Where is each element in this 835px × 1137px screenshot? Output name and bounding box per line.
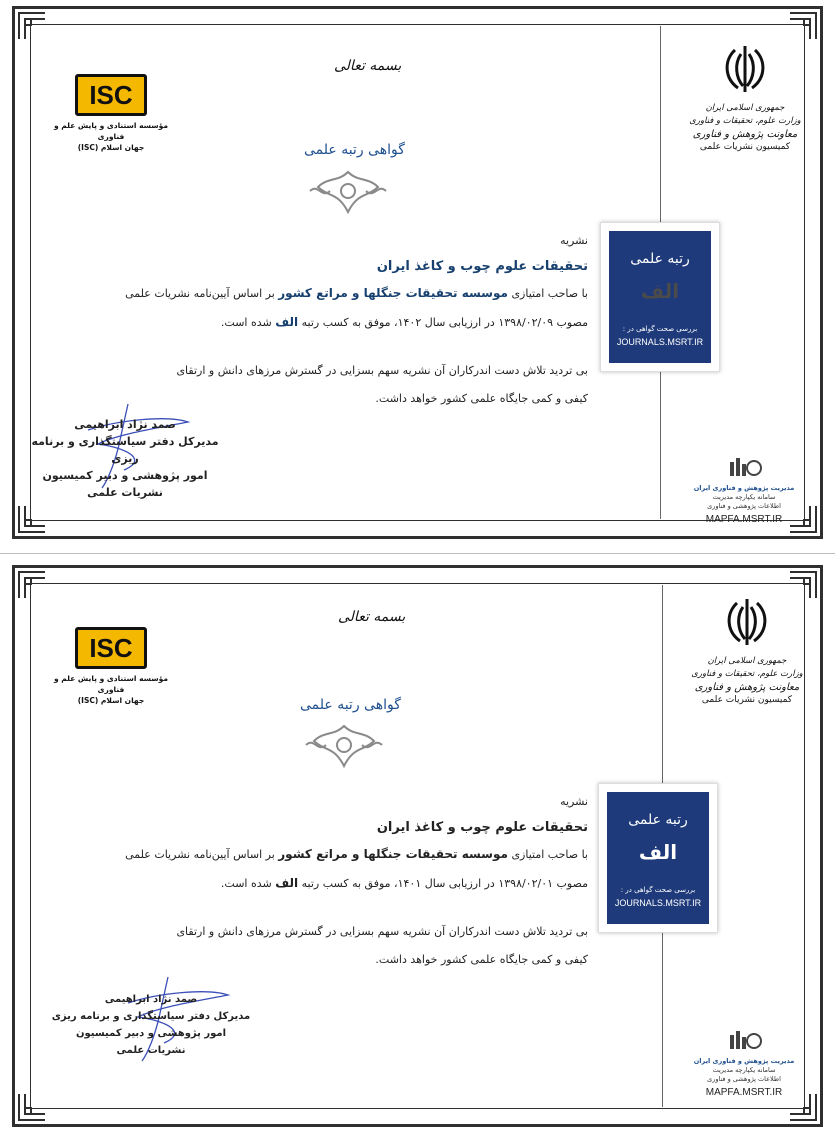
emblem-line: معاونت پژوهش و فناوری: [692, 129, 798, 140]
rank-verify: بررسی صحت گواهی در :: [622, 325, 698, 333]
journal-name: تحقیقات علوم چوب و کاغذ ایران: [376, 259, 588, 274]
isc-caption: جهان اسلام (ISC): [77, 696, 145, 705]
isc-logo: ISC: [75, 627, 147, 669]
signer-role: نشریات علمی: [116, 1045, 186, 1056]
isc-block: [46, 627, 176, 706]
mapfa-line: سامانه یکپارچه مدیریت: [712, 1066, 776, 1074]
certificate-title: گواهی رتبه علمی: [300, 697, 401, 713]
mapfa-link[interactable]: MAPFA.MSRT.IR: [705, 514, 783, 525]
mapfa-line: اطلاعات پژوهشی و فناوری: [707, 502, 781, 510]
rank-value: الف: [640, 279, 680, 303]
isc-logo: ISC: [75, 74, 147, 116]
corner-ornament-icon: [17, 570, 47, 600]
owner-suffix: بر اساس آیین‌نامه نشریات علمی: [125, 848, 275, 861]
closing-line-2: کیفی و کمی جایگاه علمی کشور خواهد داشت.: [375, 953, 588, 966]
rank-card-inner: [609, 231, 711, 363]
mapfa-link[interactable]: MAPFA.MSRT.IR: [705, 1087, 783, 1098]
ministry-block: [682, 595, 812, 707]
owner-prefix: با صاحب امتیازی: [511, 287, 588, 300]
basmala: بسمه تعالی: [334, 58, 402, 74]
signer-role: امور پژوهشی و دبیر کمیسیون: [75, 1028, 227, 1039]
signature-block: [20, 416, 230, 501]
certificate-body: [68, 795, 588, 969]
rank-card-inner: [607, 792, 709, 924]
rank-line-prefix: مصوب ۱۳۹۸/۰۲/۰۱ در ارزیابی سال ۱۴۰۱، موفق به کسب رتبه: [301, 877, 588, 890]
certificate-title: گواهی رتبه علمی: [304, 142, 405, 158]
closing-line-1: بی تردید تلاش دست اندرکاران آن نشریه سهم بسزایی در گسترش مرزهای دانش و ارتقای: [176, 925, 588, 938]
mapfa-logo-icon: [724, 456, 764, 478]
rank-verify: بررسی صحت گواهی در :: [620, 886, 696, 894]
emblem-line: جمهوری اسلامی ایران: [705, 103, 785, 113]
mapfa-line: مدیریت پژوهش و فناوری ایران: [693, 484, 795, 492]
signer-role: امور پژوهشی و دبیر کمیسیون: [42, 469, 208, 482]
rank-label: رتبه علمی: [628, 812, 688, 828]
iran-emblem-icon: [720, 595, 774, 649]
corner-ornament-icon: [17, 1092, 47, 1122]
signer-role: مدیرکل دفتر سیاستگذاری و برنامه ریزی: [31, 435, 219, 465]
owner-line: [68, 845, 588, 864]
closing-line-2: کیفی و کمی جایگاه علمی کشور خواهد داشت.: [375, 392, 588, 405]
emblem-line: کمیسیون نشریات علمی: [699, 142, 791, 152]
isc-caption: جهان اسلام (ISC): [77, 143, 145, 152]
owner-name: موسسه تحقیقات جنگلها و مراتع کشور: [278, 847, 508, 861]
rank-card: [598, 783, 718, 933]
closing-line-1: بی تردید تلاش دست اندرکاران آن نشریه سهم بسزایی در گسترش مرزهای دانش و ارتقای: [176, 364, 588, 377]
corner-ornament-icon: [17, 11, 47, 41]
signature-block: [46, 991, 256, 1059]
emblem-line: کمیسیون نشریات علمی: [701, 695, 793, 705]
signer-name: صمد نژاد ابراهیمی: [104, 994, 198, 1005]
rank-line-suffix: شده است.: [220, 877, 272, 890]
emblem-line: وزارت علوم، تحقیقات و فناوری: [691, 669, 803, 679]
mapfa-line: سامانه یکپارچه مدیریت: [712, 493, 776, 501]
corner-ornament-icon: [17, 504, 47, 534]
owner-suffix: بر اساس آیین‌نامه نشریات علمی: [125, 287, 275, 300]
rank-line: [68, 874, 588, 893]
iran-emblem-icon: [718, 42, 772, 96]
mapfa-line: اطلاعات پژوهشی و فناوری: [707, 1075, 781, 1083]
journals-link[interactable]: JOURNALS.MSRT.IR: [614, 898, 702, 908]
mapfa-block: [684, 1029, 804, 1098]
corner-ornament-icon: [788, 11, 818, 41]
certificate-1: [8, 2, 827, 543]
signer-role: مدیرکل دفتر سیاستگذاری و برنامه ریزی: [51, 1011, 251, 1022]
isc-block: [46, 74, 176, 153]
mapfa-logo-icon: [724, 1029, 764, 1051]
basmala: بسمه تعالی: [338, 609, 406, 625]
mapfa-block: [684, 456, 804, 525]
mapfa-line: مدیریت پژوهش و فناوری ایران: [693, 1057, 795, 1065]
owner-name: موسسه تحقیقات جنگلها و مراتع کشور: [278, 286, 508, 300]
rank-card: [600, 222, 720, 372]
owner-line: [68, 284, 588, 303]
certificate-2: [8, 561, 827, 1131]
rank-line-rank: الف: [275, 876, 299, 890]
page-separator: [0, 553, 835, 554]
signer-name: صمد نژاد ابراهیمی: [74, 418, 176, 431]
rank-line-suffix: شده است.: [220, 316, 272, 329]
rank-line: [68, 313, 588, 332]
ornament-icon: [308, 167, 388, 217]
rank-line-rank: الف: [275, 315, 299, 329]
owner-prefix: با صاحب امتیازی: [511, 848, 588, 861]
emblem-line: وزارت علوم، تحقیقات و فناوری: [689, 116, 801, 126]
signer-role: نشریات علمی: [87, 486, 163, 499]
emblem-line: جمهوری اسلامی ایران: [707, 656, 787, 666]
rank-line-prefix: مصوب ۱۳۹۸/۰۲/۰۹ در ارزیابی سال ۱۴۰۲، موفق به کسب رتبه: [301, 316, 588, 329]
certificate-body: [68, 234, 588, 408]
publication-label: نشریه: [560, 234, 588, 247]
journals-link[interactable]: JOURNALS.MSRT.IR: [616, 337, 704, 347]
ornament-icon: [304, 721, 384, 771]
publication-label: نشریه: [560, 795, 588, 808]
rank-value: الف: [638, 840, 678, 864]
rank-label: رتبه علمی: [630, 251, 690, 267]
isc-caption: مؤسسه استنادی و پایش علم و فناوری: [53, 674, 168, 694]
journal-name: تحقیقات علوم چوب و کاغذ ایران: [376, 820, 588, 835]
ministry-block: [680, 42, 810, 154]
emblem-line: معاونت پژوهش و فناوری: [694, 682, 800, 693]
isc-caption: مؤسسه استنادی و پایش علم و فناوری: [53, 121, 168, 141]
